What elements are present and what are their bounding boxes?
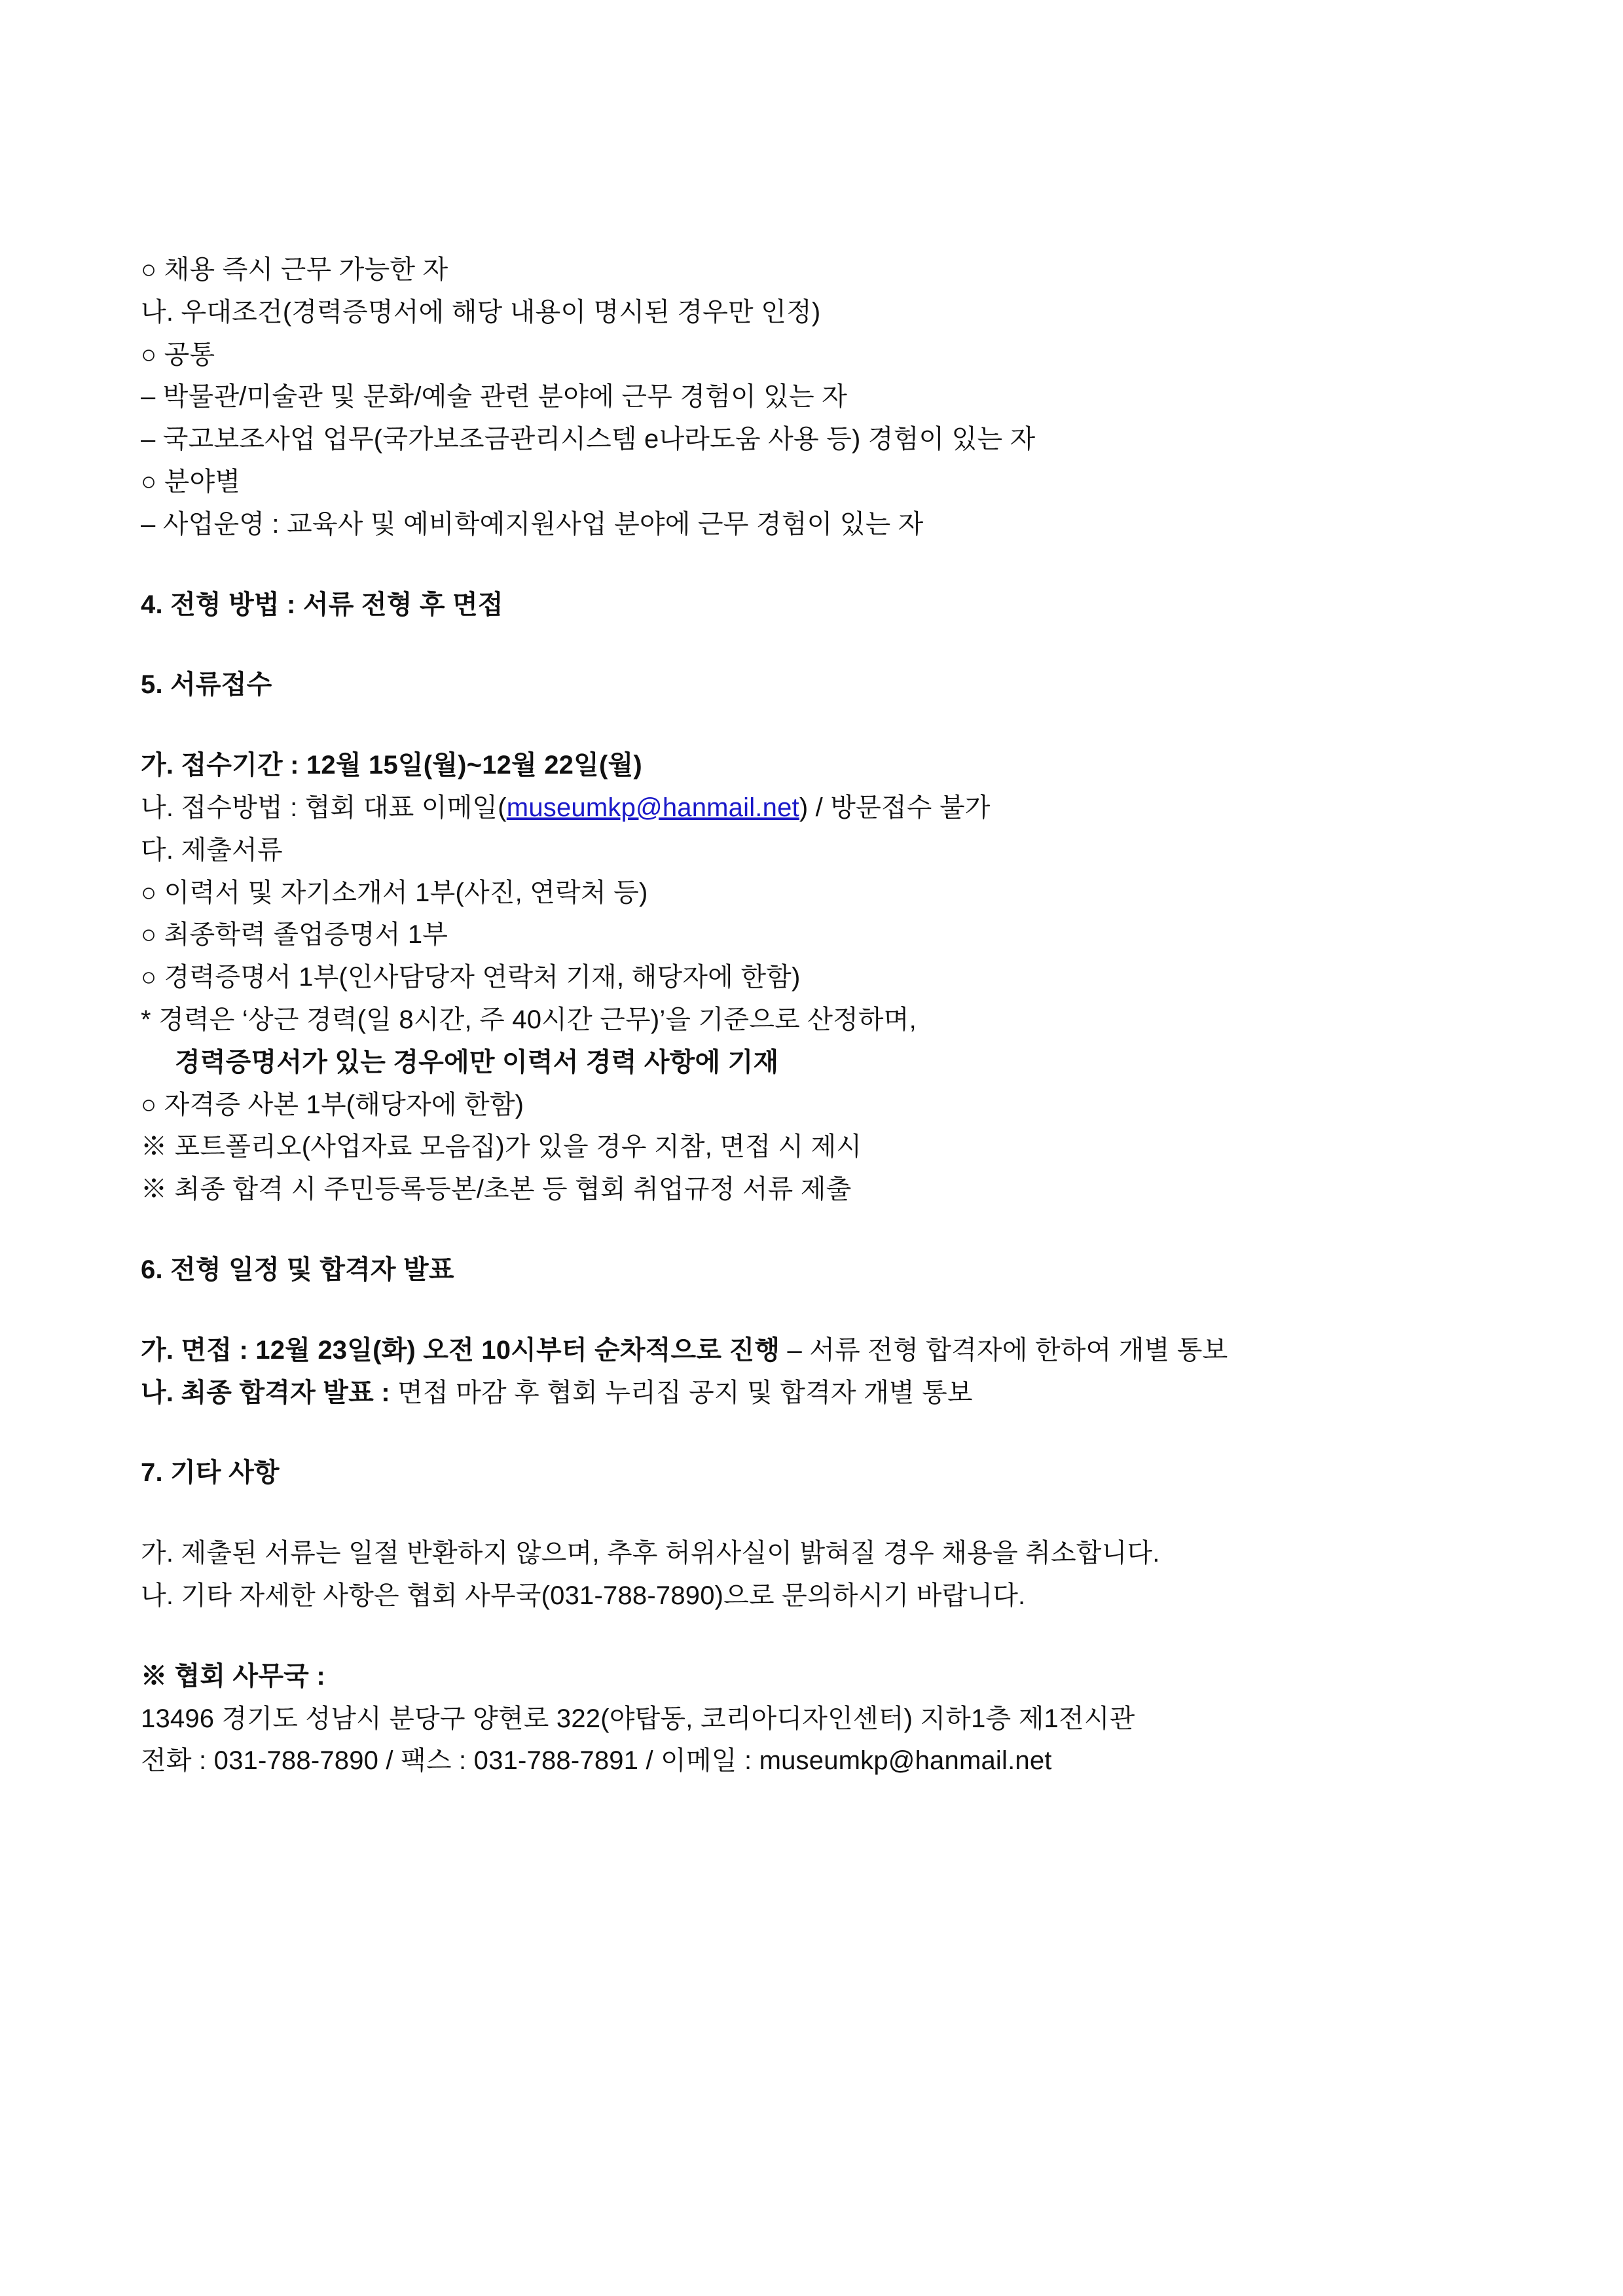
office-contact: 전화 : 031-788-7890 / 팩스 : 031-788-7891 / 이메일 : museumkp@hanmail.net bbox=[141, 1746, 1052, 1776]
spacer bbox=[141, 1211, 1459, 1249]
office-heading: ※ 협회 사무국 : bbox=[141, 1661, 325, 1691]
submission-method-suffix: ) / 방문접수 불가 bbox=[799, 793, 991, 822]
career-calculation-note: * 경력은 ‘상근 경력(일 8시간, 주 40시간 근무)’을 기준으로 산정하며, bbox=[141, 1005, 917, 1034]
office-address: 13496 경기도 성남시 분당구 양현로 322(야탑동, 코리아디자인센터) 지하1층 제1전시관 bbox=[141, 1704, 1135, 1733]
spacer bbox=[141, 1617, 1459, 1655]
final-announcement-rest: 면접 마감 후 협회 누리집 공지 및 합격자 개별 통보 bbox=[390, 1378, 973, 1407]
doc-resume: ○ 이력서 및 자기소개서 1부(사진, 연락처 등) bbox=[141, 878, 648, 907]
submission-period: 가. 접수기간 : 12월 15일(월)~12월 22일(월) bbox=[141, 751, 642, 780]
document-body bbox=[141, 249, 1459, 1782]
submission-method bbox=[141, 787, 1459, 829]
interview-schedule-rest: – 서류 전형 합격자에 한하여 개별 통보 bbox=[780, 1335, 1228, 1365]
preferred-conditions-heading: 나. 우대조건(경력증명서에 해당 내용이 명시된 경우만 인정) bbox=[141, 297, 821, 327]
common-condition-subsidy-experience: – 국고보조사업 업무(국가보조금관리시스템 e나라도움 사용 등) 경험이 있는 자 bbox=[141, 425, 1036, 454]
field-specific-business-operation: – 사업운영 : 교육사 및 예비학예지원사업 분야에 근무 경험이 있는 자 bbox=[141, 509, 924, 539]
spacer bbox=[141, 546, 1459, 584]
section-4-selection-method: 4. 전형 방법 : 서류 전형 후 면접 bbox=[141, 590, 503, 619]
final-announcement-bold: 나. 최종 합격자 발표 : bbox=[141, 1378, 390, 1407]
spacer bbox=[141, 1494, 1459, 1532]
required-documents-heading: 다. 제출서류 bbox=[141, 835, 283, 865]
interview-schedule-bold: 가. 면접 : 12월 23일(화) 오전 10시부터 순차적으로 진행 bbox=[141, 1335, 780, 1365]
other-matter-a: 가. 제출된 서류는 일절 반환하지 않으며, 추후 허위사실이 밝혀질 경우 채용을 취소합니다. bbox=[141, 1539, 1160, 1568]
spacer bbox=[141, 706, 1459, 744]
common-conditions-label: ○ 공통 bbox=[141, 340, 215, 369]
spacer bbox=[141, 626, 1459, 664]
common-condition-museum-experience: – 박물관/미술관 및 문화/예술 관련 분야에 근무 경험이 있는 자 bbox=[141, 382, 848, 412]
spacer bbox=[141, 1291, 1459, 1329]
note-final-acceptance-documents: ※ 최종 합격 시 주민등록등본/초본 등 협회 취업규정 서류 제출 bbox=[141, 1175, 852, 1204]
spacer bbox=[141, 1414, 1459, 1452]
doc-graduation-certificate: ○ 최종학력 졸업증명서 1부 bbox=[141, 920, 448, 950]
note-portfolio: ※ 포트폴리오(사업자료 모음집)가 있을 경우 지참, 면접 시 제시 bbox=[141, 1132, 862, 1162]
email-link[interactable]: museumkp@hanmail.net bbox=[506, 793, 799, 822]
section-7-other-matters: 7. 기타 사항 bbox=[141, 1458, 280, 1488]
final-announcement bbox=[141, 1372, 1459, 1414]
other-matter-b: 나. 기타 자세한 사항은 협회 사무국(031-788-7890)으로 문의하시기 바랍니다. bbox=[141, 1581, 1026, 1610]
doc-license-copy: ○ 자격증 사본 1부(해당자에 한함) bbox=[141, 1090, 524, 1119]
career-certificate-note: 경력증명서가 있는 경우에만 이력서 경력 사항에 기재 bbox=[175, 1047, 779, 1077]
interview-schedule bbox=[141, 1329, 1459, 1372]
section-6-schedule-announcement: 6. 전형 일정 및 합격자 발표 bbox=[141, 1255, 454, 1284]
field-specific-label: ○ 분야별 bbox=[141, 467, 241, 496]
doc-career-certificate: ○ 경력증명서 1부(인사담당자 연락처 기재, 해당자에 한함) bbox=[141, 963, 801, 992]
submission-method-prefix: 나. 접수방법 : 협회 대표 이메일( bbox=[141, 793, 507, 822]
bullet-immediate-start: ○ 채용 즉시 근무 가능한 자 bbox=[141, 255, 448, 284]
section-5-document-submission: 5. 서류접수 bbox=[141, 670, 272, 700]
